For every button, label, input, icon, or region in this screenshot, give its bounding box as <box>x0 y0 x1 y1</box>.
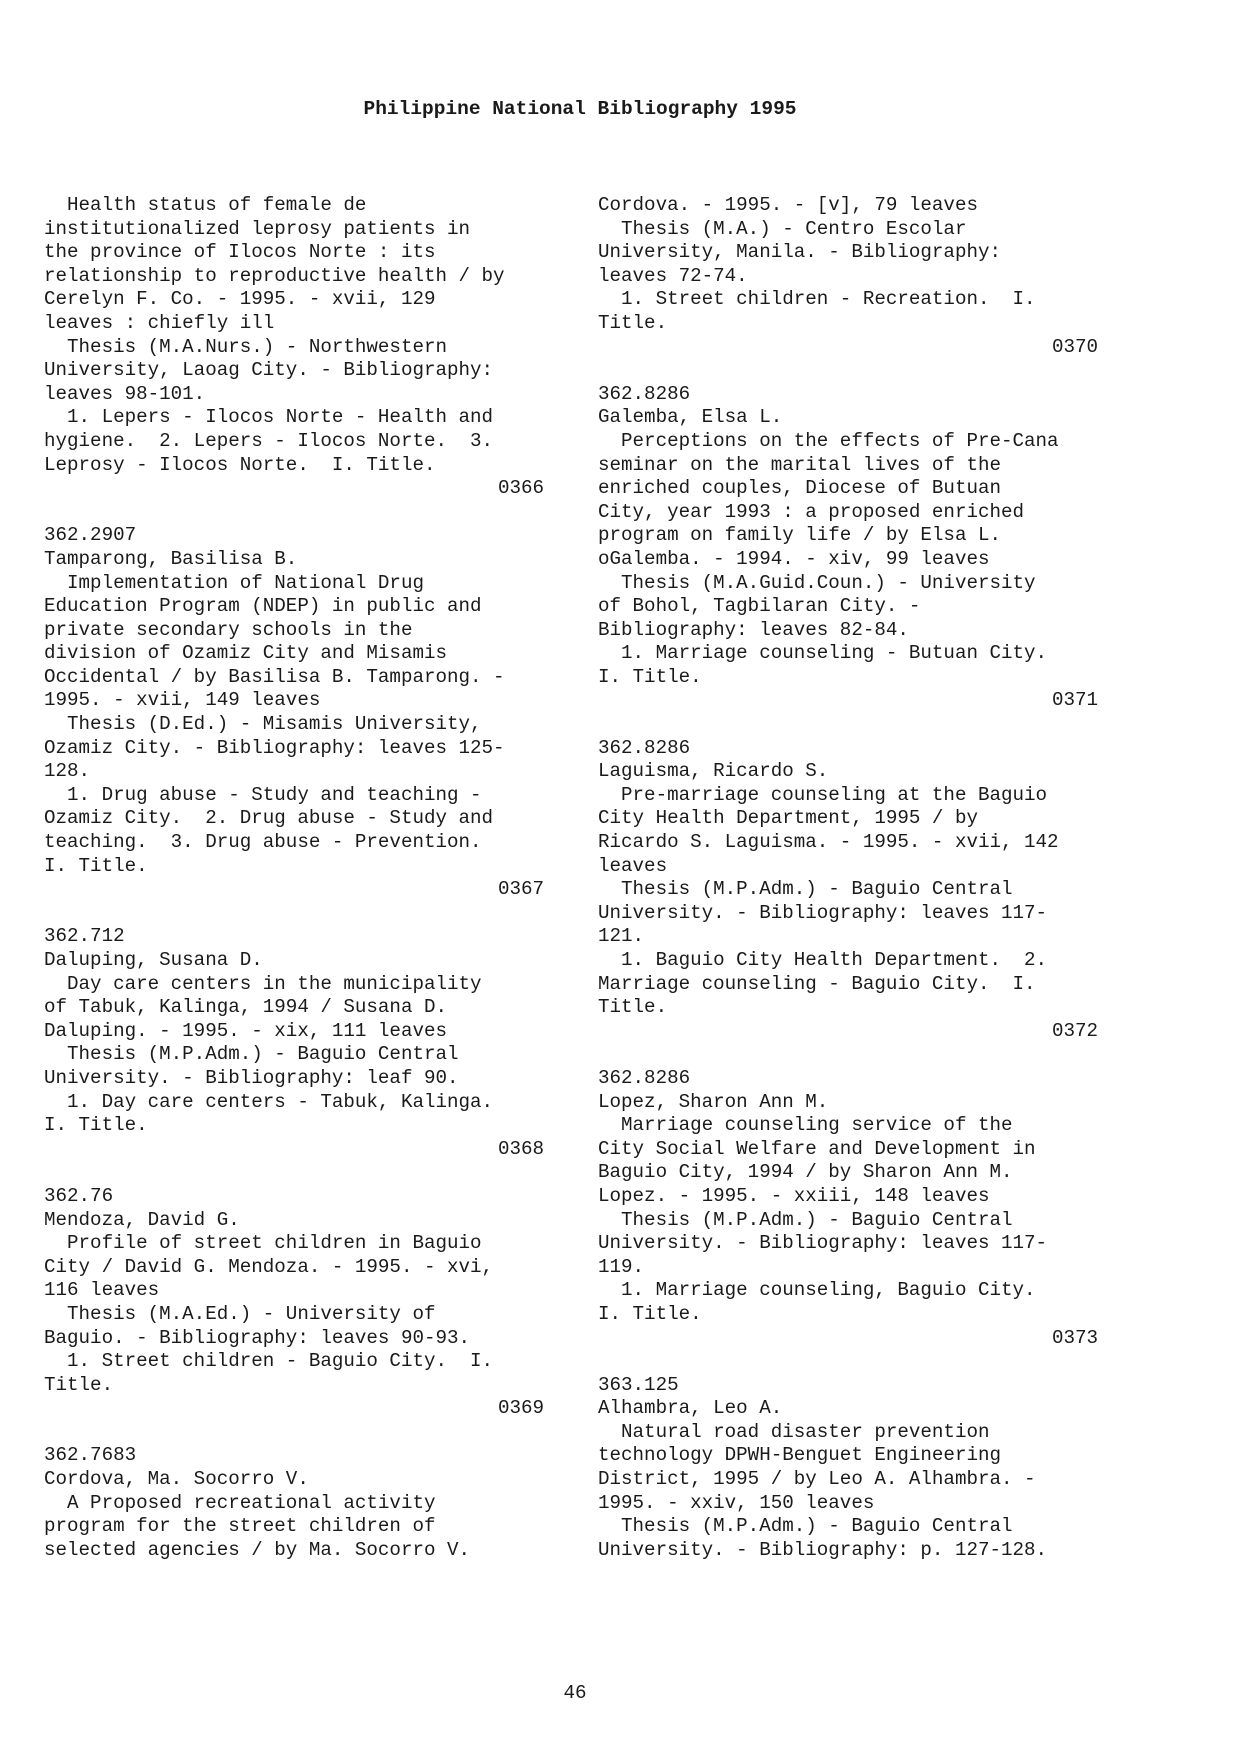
entry-line: leaves <box>598 854 668 877</box>
entry-line: Alhambra, Leo A. <box>598 1397 783 1420</box>
entry-line: oGalemba. - 1994. - xiv, 99 leaves <box>598 547 990 570</box>
entry-line: 1. Marriage counseling - Butuan City. <box>598 642 1048 665</box>
right-column <box>598 194 1118 1586</box>
entry-line: Implementation of National Drug <box>44 571 424 594</box>
entry-line: I. Title. <box>44 854 148 877</box>
entry-line: City Health Department, 1995 / by <box>598 807 978 830</box>
entry-line: Perceptions on the effects of Pre-Cana <box>598 429 1059 452</box>
entry-line: Lopez, Sharon Ann M. <box>598 1090 829 1113</box>
entry-line: Marriage counseling - Baguio City. I. <box>598 972 1036 995</box>
entry-line: Title. <box>598 996 668 1019</box>
entry-line: 1. Baguio City Health Department. 2. <box>598 949 1048 971</box>
entry-line: Lopez. - 1995. - xxiii, 148 leaves <box>598 1184 990 1207</box>
entry-line: Daluping, Susana D. <box>44 949 263 971</box>
entry-line: Bibliography: leaves 82-84. <box>598 618 909 641</box>
entry-line: Pre-marriage counseling at the Baguio <box>598 783 1048 806</box>
entry-line: Baguio. - Bibliography: leaves 90-93. <box>44 1326 471 1349</box>
entry-line: University. - Bibliography: leaf 90. <box>44 1066 459 1089</box>
entry-line: I. Title. <box>44 1114 148 1137</box>
entry-line: University. - Bibliography: leaves 117- <box>598 1232 1048 1255</box>
entry-line: Thesis (M.A.Guid.Coun.) - University <box>598 571 1036 594</box>
entry-line: Baguio City, 1994 / by Sharon Ann M. <box>598 1161 1013 1184</box>
bibliography-entry <box>598 737 1118 1044</box>
entry-line: Occidental / by Basilisa B. Tamparong. - <box>44 665 505 688</box>
entry-line: 1. Street children - Recreation. I. <box>598 288 1036 311</box>
entry-line: institutionalized leprosy patients in <box>44 217 471 240</box>
entry-line: Title. <box>44 1373 114 1396</box>
entry-line: Tamparong, Basilisa B. <box>44 547 298 570</box>
bibliography-entry <box>598 383 1118 713</box>
entry-line: 119. <box>598 1255 645 1278</box>
entry-line: University, Manila. - Bibliography: <box>598 241 1002 264</box>
entry-line: Ricardo S. Laguisma. - 1995. - xvii, 142 <box>598 831 1059 854</box>
entry-line: 362.2907 <box>44 524 137 547</box>
entry-line: I. Title. <box>598 665 702 688</box>
entry-line: City / David G. Mendoza. - 1995. - xvi, <box>44 1255 494 1278</box>
entry-line: 1. Street children - Baguio City. I. <box>44 1350 494 1373</box>
entry-line: I. Title. <box>598 1302 702 1325</box>
bibliography-entry <box>598 1067 1118 1350</box>
entry-line: relationship to reproductive health / by <box>44 264 505 287</box>
entry-number: 0367 <box>497 878 544 901</box>
entry-line: 1. Marriage counseling, Baguio City. <box>598 1279 1036 1302</box>
entry-line: leaves : chiefly ill <box>44 311 275 334</box>
entry-line: Thesis (M.A.Ed.) - University of <box>44 1302 436 1325</box>
entry-line: 1. Drug abuse - Study and teaching - <box>44 783 482 806</box>
entry-line: University. - Bibliography: p. 127-128. <box>598 1538 1048 1561</box>
entry-line: leaves 72-74. <box>598 264 748 287</box>
entry-line: Natural road disaster prevention <box>598 1420 990 1443</box>
bibliography-entry <box>44 524 564 902</box>
left-column <box>44 194 564 1586</box>
entry-line: 362.7683 <box>44 1444 137 1467</box>
entry-line: 1. Day care centers - Tabuk, Kalinga. <box>44 1090 494 1113</box>
entry-number: 0366 <box>497 477 544 500</box>
entry-line: A Proposed recreational activity <box>44 1491 436 1514</box>
entry-line: Cordova, Ma. Socorro V. <box>44 1468 309 1491</box>
entry-line: of Bohol, Tagbilaran City. - <box>598 595 921 618</box>
entry-line: 362.712 <box>44 925 125 948</box>
entry-number: 0373 <box>1051 1326 1098 1349</box>
entry-number: 0372 <box>1051 1019 1098 1042</box>
entry-line: division of Ozamiz City and Misamis <box>44 642 448 665</box>
entry-line: technology DPWH-Benguet Engineering <box>598 1444 1002 1467</box>
entry-line: Health status of female de <box>44 194 367 216</box>
entry-number: 0371 <box>1051 689 1098 712</box>
entry-line: Galemba, Elsa L. <box>598 406 783 429</box>
entry-line: Profile of street children in Baguio <box>44 1232 482 1255</box>
entry-number: 0369 <box>497 1397 544 1420</box>
entry-line: 362.8286 <box>598 1066 691 1089</box>
entry-line: City, year 1993 : a proposed enriched <box>598 500 1025 523</box>
entry-line: 362.8286 <box>598 736 691 759</box>
entry-line: 362.76 <box>44 1184 114 1207</box>
entry-line: seminar on the marital lives of the <box>598 453 1002 476</box>
entry-line: Thesis (M.P.Adm.) - Baguio Central <box>44 1043 459 1066</box>
entry-line: 1. Lepers - Ilocos Norte - Health and <box>44 406 494 429</box>
entry-line: leaves 98-101. <box>44 382 206 405</box>
entry-line: Day care centers in the municipality <box>44 972 482 995</box>
entry-line: Thesis (M.P.Adm.) - Baguio Central <box>598 878 1013 901</box>
bibliography-entry <box>44 1444 564 1562</box>
entry-line: University. - Bibliography: leaves 117- <box>598 901 1048 924</box>
entry-line: Marriage counseling service of the <box>598 1114 1013 1137</box>
entry-line: Daluping. - 1995. - xix, 111 leaves <box>44 1019 448 1042</box>
entry-line: program for the street children of <box>44 1515 436 1538</box>
entry-line: Thesis (M.P.Adm.) - Baguio Central <box>598 1208 1013 1231</box>
entry-line: selected agencies / by Ma. Socorro V. <box>44 1538 471 1561</box>
entry-line: 116 leaves <box>44 1279 160 1302</box>
entry-line: 121. <box>598 925 645 948</box>
entry-line: Cerelyn F. Co. - 1995. - xvii, 129 <box>44 288 436 311</box>
entry-line: the province of Ilocos Norte : its <box>44 241 436 264</box>
entry-line: Education Program (NDEP) in public and <box>44 595 482 618</box>
entry-line: University, Laoag City. - Bibliography: <box>44 359 494 382</box>
entry-line: teaching. 3. Drug abuse - Prevention. <box>44 831 482 854</box>
entry-line: of Tabuk, Kalinga, 1994 / Susana D. <box>44 996 448 1019</box>
entry-line: private secondary schools in the <box>44 618 413 641</box>
entry-line: Thesis (M.A.) - Centro Escolar <box>598 217 967 240</box>
entry-line: program on family life / by Elsa L. <box>598 524 1002 547</box>
entry-line: hygiene. 2. Lepers - Ilocos Norte. 3. <box>44 429 494 452</box>
page-number: 46 <box>563 1682 587 1704</box>
page-title: Philippine National Bibliography 1995 <box>363 98 797 120</box>
entry-line: 363.125 <box>598 1373 679 1396</box>
entry-line: Thesis (M.P.Adm.) - Baguio Central <box>598 1515 1013 1538</box>
entry-line: Leprosy - Ilocos Norte. I. Title. <box>44 453 436 476</box>
entry-number: 0370 <box>1051 335 1098 358</box>
entry-line: 1995. - xvii, 149 leaves <box>44 689 321 712</box>
entry-line: Ozamiz City. - Bibliography: leaves 125- <box>44 736 505 759</box>
bibliography-entry <box>598 194 1118 359</box>
entry-line: City Social Welfare and Development in <box>598 1137 1036 1160</box>
bibliography-entry <box>44 925 564 1161</box>
entry-line: 128. <box>44 760 91 783</box>
entry-line: enriched couples, Diocese of Butuan <box>598 477 1002 500</box>
bibliography-entry <box>598 1374 1118 1563</box>
entry-line: Cordova. - 1995. - [v], 79 leaves <box>598 194 978 216</box>
entry-line: Ozamiz City. 2. Drug abuse - Study and <box>44 807 494 830</box>
entry-line: 1995. - xxiv, 150 leaves <box>598 1491 875 1514</box>
entry-line: Thesis (D.Ed.) - Misamis University, <box>44 713 482 736</box>
entry-number: 0368 <box>497 1137 544 1160</box>
entry-line: 362.8286 <box>598 382 691 405</box>
entry-line: Thesis (M.A.Nurs.) - Northwestern <box>44 335 448 358</box>
entry-line: Laguisma, Ricardo S. <box>598 760 829 783</box>
entry-line: District, 1995 / by Leo A. Alhambra. - <box>598 1468 1036 1491</box>
bibliography-entry <box>44 194 564 501</box>
entry-line: Title. <box>598 311 668 334</box>
entry-line: Mendoza, David G. <box>44 1208 240 1231</box>
bibliography-entry <box>44 1185 564 1421</box>
